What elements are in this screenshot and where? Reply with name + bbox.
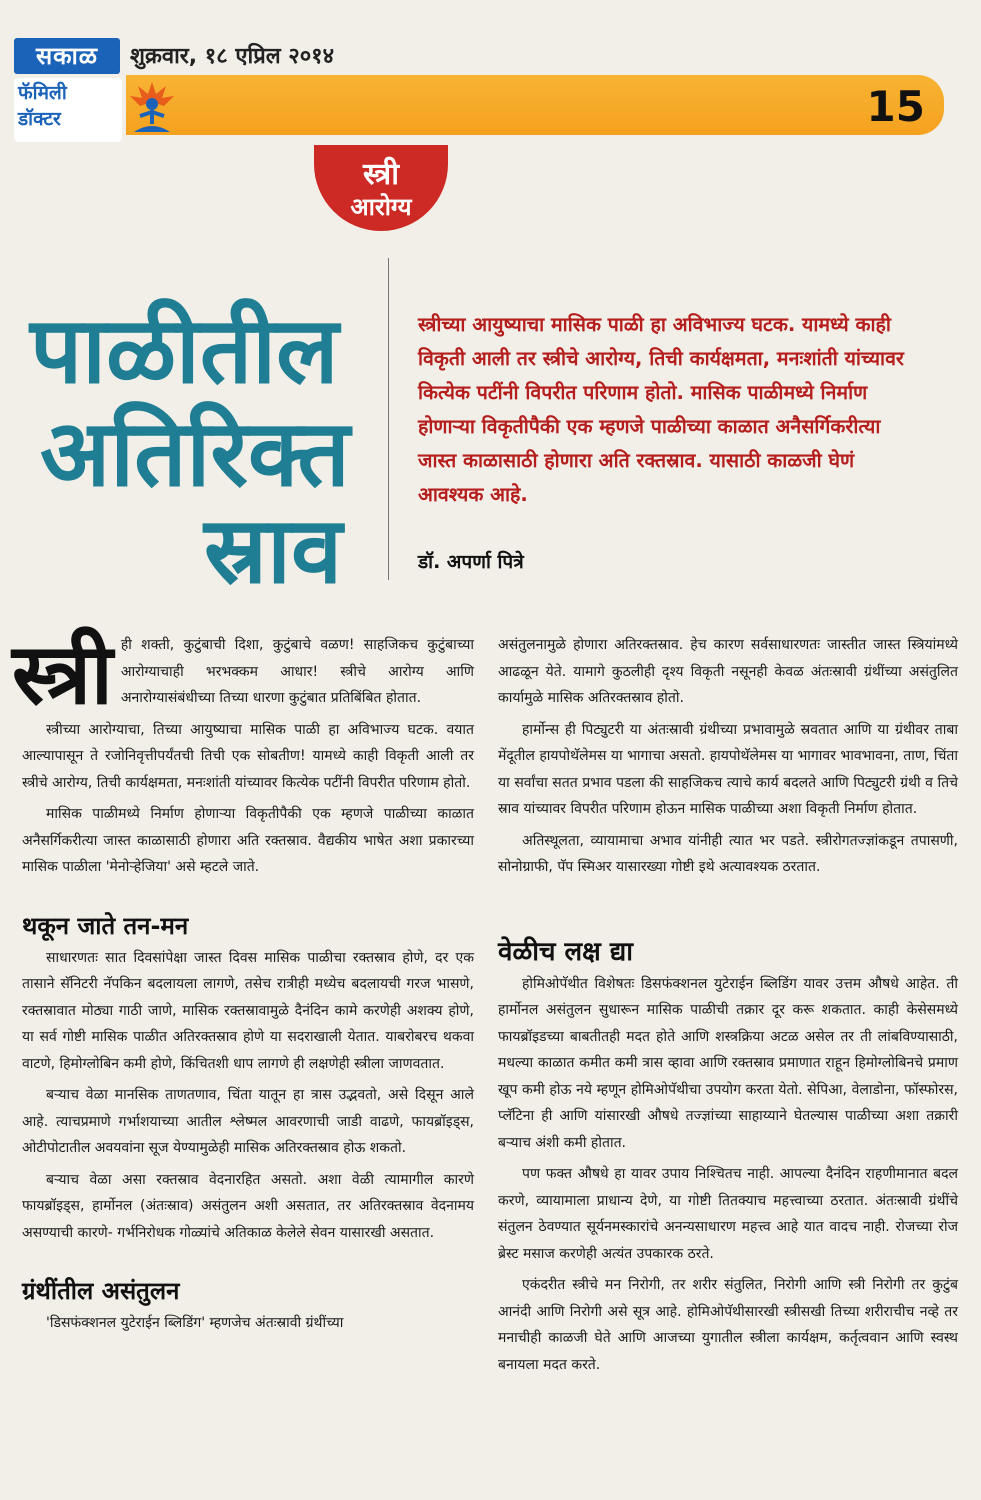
paragraph: बऱ्याच वेळा मानसिक ताणतणाव, चिंता यातून हा त्रास उद्भवतो, असे दिसून आले आहे. त्याचप्रमाणे गर्भाशयाच्या आतील श्लेष्मल आवरणाची जाडी वाढणे, फायब्रॉइड्‍स, ओटीपोटातील अवयवांना सूज येण्यामुळेही मासिक अतिरक्तस्राव होऊ शकतो.	[22, 1087, 474, 1156]
paragraph: ही शक्ती, कुटुंबाची दिशा, कुटुंबाचे वळण! साहजिकच कुटुंबाच्या आरोग्याचाही भरभक्कम आधार! स्त्रीचे आरोग्य आणि अनारोग्यासंबंधीच्या तिच्या धारणा कुटुंबात प्रतिबिंबित होतात.	[120, 637, 474, 706]
paragraph: साधारणतः सात दिवसांपेक्षा जास्त दिवस मासिक पाळीचा रक्तस्राव होणे, दर एक तासाने सॅनिटरी नॅपकिन बदलायला लागणे, तसेच रात्रीही मध्येच बदलायची गरज भासणे, रक्तस्रावात मोठ्या गाठी जाणे, मासिक रक्तस्रावामुळे दैनंदिन कामे करणेही अशक्य होणे, या सर्व गोष्टी मासिक पाळीत अतिरक्तस्राव होणे या सदराखाली येतात. याबरोबरच थकवा वाटणे, हिमोग्लोबिन कमी होणे, किंचितशी धाप लागणे ही लक्षणेही स्त्रीला जाणवतात.	[22, 949, 474, 1072]
paragraph: असंतुलनामुळे होणारा अतिरक्तस्राव. हेच कारण सर्वसाधारणतः जास्तीत जास्त स्त्रियांमध्ये आढळून येते. यामागे कुठलीही दृश्य विकृती नसूनही केवळ अंतःस्रावी ग्रंथींच्या असंतुलित कार्यामुळे मासिक अतिरक्तस्राव होतो.	[498, 637, 958, 706]
paragraph: मासिक पाळीमध्ये निर्माण होणाऱ्या विकृतीपैकी एक म्हणजे पाळीच्या काळात अनैसर्गिकरीत्या जास्त काळासाठी होणारा अति रक्तस्राव. वैद्यकीय भाषेत अशा प्रकारच्या मासिक पाळीला 'मेनोऱ्हेजिया' असे म्हटले जाते.	[22, 806, 474, 875]
paragraph: स्त्रीच्या आरोग्याचा, तिच्या आयुष्याचा मासिक पाळी हा अविभाज्य घटक. वयात आल्यापासून ते रजोनिवृत्तीपर्यंतची तिची एक सोबतीण! यामध्ये काही विकृती आली तर स्त्रीचे आरोग्य, तिची कार्यक्षमता, मनःशांती यांच्यावर कित्येक पटींनी विपरीत परिणाम होतो.	[22, 721, 474, 791]
subheading: ग्रंथींतील असंतुलन	[22, 1277, 180, 1305]
article-column-left	[12, 624, 474, 1342]
article-column-right	[498, 632, 958, 1383]
headline-line1: पाळीतील	[30, 297, 339, 404]
subheading: थकून जाते तन-मन	[22, 911, 189, 940]
newspaper-logo: सकाळ	[14, 38, 120, 74]
headline-line2: अतिरिक्त	[40, 400, 350, 507]
section-badge-line1: स्त्री	[363, 157, 399, 192]
supplement-name-line1: फॅमिली	[18, 82, 67, 104]
supplement-banner	[126, 75, 944, 135]
subheading: वेळीच लक्ष द्या	[498, 936, 633, 967]
paragraph: पण फक्त औषधे हा यावर उपाय निश्चितच नाही. आपल्या दैनंदिन राहणीमानात बदल करणे, व्यायामाला प्राधान्य देणे, या गोष्टी तितक्याच महत्त्वाच्या ठरतात. अंतःस्रावी ग्रंथींचे संतुलन ठेवण्यात सूर्यनमस्कारांचे अनन्यसाधारण महत्त्व आहे यात वादच नाही. रोजच्या रोज ब्रेस्ट मसाज करणेही अत्यंत उपकारक ठरते.	[498, 1166, 958, 1262]
section-badge-line2: आरोग्य	[350, 192, 412, 221]
paragraph: होमिओपॅथीत विशेषतः डिसफंक्शनल युटेराईन ब्लिडिंग यावर उत्तम औषधे आहेत. ती हार्मोनल असंतुलन सुधारून मासिक पाळीची तक्रार दूर करू शकतात. काही केसेसमध्ये फायब्रॉइडच्या बाबतीतही मदत होते आणि शस्त्रक्रिया अटळ असेल तर ती लांबविण्यासाठी, मधल्या काळात कमीत कमी त्रास व्हावा आणि रक्तस्राव प्रमाणात राहून हिमोग्लोबिनचे प्रमाण खूप कमी होऊ नये म्हणून होमिओपॅथीचा उपयोग करता येतो. सेपिआ, वेलाडोना, फॉस्फोरस, प्लॅटिना ही आणि यांसारखी औषधे तज्ज्ञांच्या साहाय्याने घेतल्यास पाळीच्या अशा तक्रारी बऱ्याच अंशी कमी होतात.	[498, 975, 958, 1151]
issue-date: शुक्रवार, १८ एप्रिल २०१४	[130, 44, 335, 69]
article-intro: स्त्रीच्या आयुष्याचा मासिक पाळी हा अविभाज्य घटक. यामध्ये काही विकृती आली तर स्त्रीचे आरोग्य, तिची कार्यक्षमता, मनःशांती यांच्यावर कित्येक पटींनी विपरीत परिणाम होतो. मासिक पाळीमध्ये निर्माण होणाऱ्या विकृतीपैकी एक म्हणजे पाळीच्या काळात अनैसर्गिकरीत्या जास्त काळासाठी होणारा अति रक्तस्राव. यासाठी काळजी घेणं आवश्यक आहे.	[418, 313, 904, 506]
headline-line3: स्राव	[204, 497, 343, 604]
drop-cap: स्त्री	[12, 624, 113, 723]
paragraph: अतिस्थूलता, व्यायामाचा अभाव यांनीही त्यात भर पडते. स्त्रीरोगतज्ज्ञांकडून तपासणी, सोनोग्राफी, पॅप स्मिअर यासारख्या गोष्टी इथे अत्यावश्यक ठरतात.	[498, 832, 958, 875]
paragraph: बऱ्याच वेळा असा रक्तस्राव वेदनारहित असतो. अशा वेळी त्यामागील कारणे फायब्रॉइड्‍स, हार्मोनल (अंतःस्राव) असंतुलन अशी असतात, तर अतिरक्तस्राव वेदनामय असण्याची कारणे- गर्भनिरोधक गोळ्यांचे अतिकाळ केलेले सेवन यासारखी असतात.	[22, 1171, 474, 1241]
paragraph: एकंदरीत स्त्रीचे मन निरोगी, तर शरीर संतुलित, निरोगी आणि स्त्री निरोगी तर कुटुंब आनंदी आणि निरोगी असे सूत्र आहे. होमिओपॅथीसारखी स्त्रीसखी तिच्या शरीराचीच नव्हे तर मनाचीही काळजी घेते आणि आजच्या युगातील स्त्रीला कार्यक्षम, कर्तृत्ववान आणि स्वस्थ बनायला मदत करते.	[498, 1277, 958, 1373]
author-byline: डॉ. अपर्णा पित्रे	[418, 551, 524, 573]
page-number: 15	[866, 82, 925, 131]
paragraph: 'डिसफंक्शनल युटेराईन ब्लिडिंग' म्हणजेच अंतःस्रावी ग्रंथींच्या	[46, 1315, 344, 1331]
yoga-meditation-icon	[126, 80, 178, 138]
paragraph: हार्मोन्स ही पिट्युटरी या अंतःस्रावी ग्रंथीच्या प्रभावामुळे स्रवतात आणि या ग्रंथीवर ताबा मेंदूतील हायपोथॅलेमस या भागाचा असतो. हायपोथॅलेमस या भागावर भावभावना, ताण, चिंता या सर्वांचा सतत प्रभाव पडला की साहजिकच त्याचे कार्य बदलते आणि पिट्युटरी ग्रंथी व तिचे स्राव यांच्यावर विपरीत परिणाम होऊन मासिक पाळीच्या अशा विकृती निर्माण होतात.	[498, 721, 958, 817]
headline-divider	[388, 258, 389, 580]
supplement-name-line2: डॉक्टर	[18, 108, 61, 130]
